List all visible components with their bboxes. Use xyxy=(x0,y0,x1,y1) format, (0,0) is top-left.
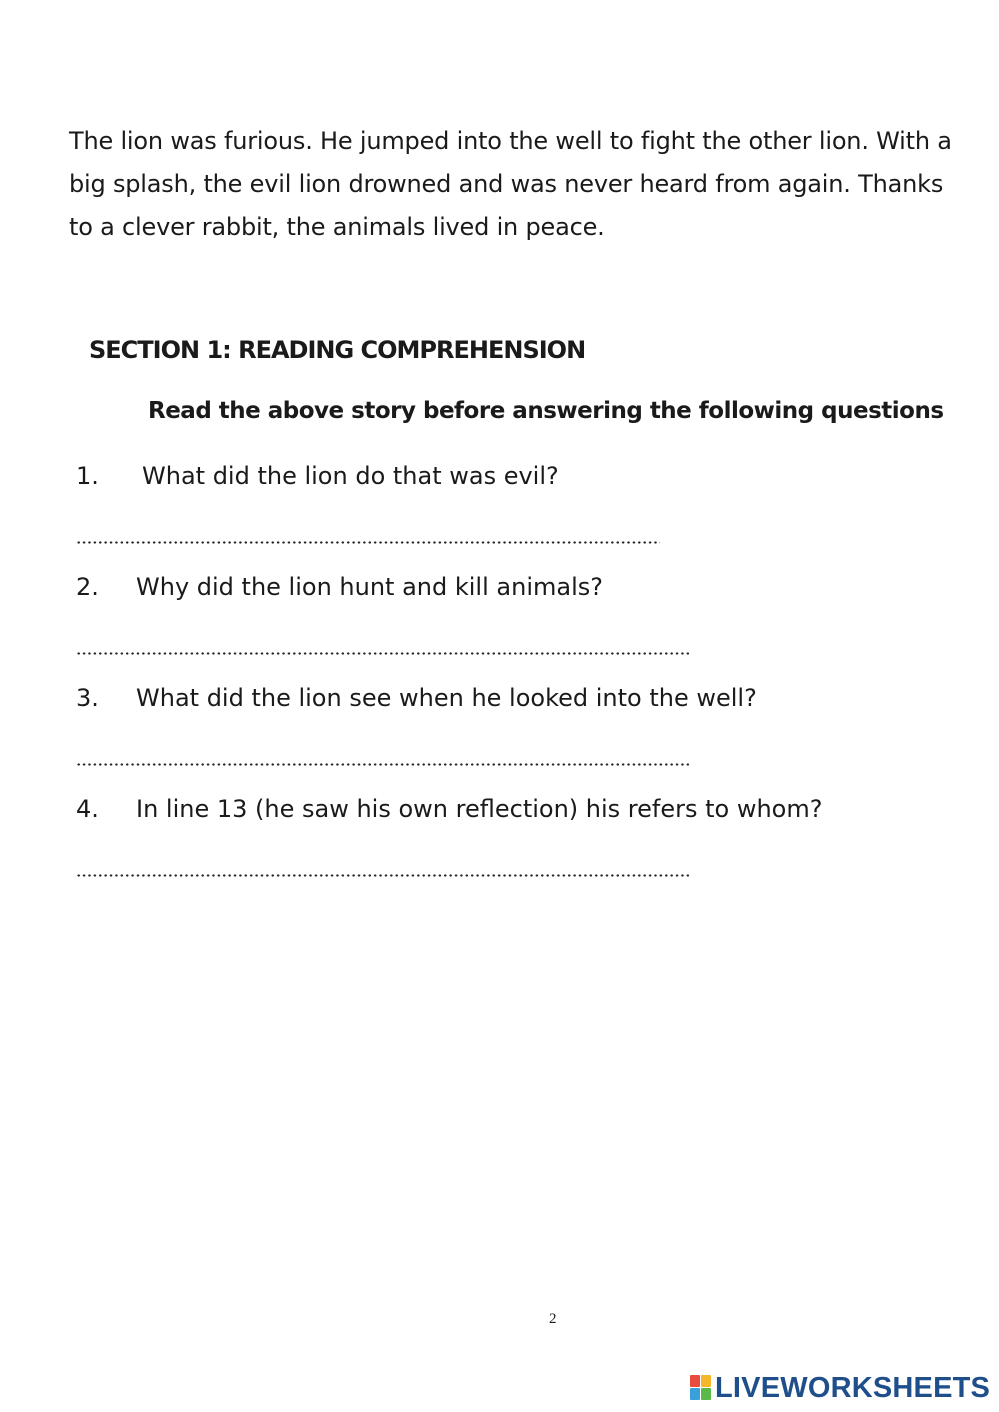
question-text: What did the lion do that was evil? xyxy=(142,462,559,490)
question-3 xyxy=(76,684,757,712)
question-number: 3. xyxy=(76,684,99,712)
question-number: 4. xyxy=(76,795,99,823)
answer-line-3[interactable] xyxy=(76,763,690,766)
answer-line-1[interactable] xyxy=(76,541,660,544)
section-title: SECTION 1: READING COMPREHENSION xyxy=(89,336,586,364)
logo-text: LIVEWORKSHEETS xyxy=(715,1371,991,1404)
question-text: In line 13 (he saw his own reflection) his refers to whom? xyxy=(136,795,823,823)
liveworksheets-logo xyxy=(690,1371,990,1405)
story-paragraph: The lion was furious. He jumped into the well to fight the other lion. With a big splash, the evil lion drowned and was never heard from again. Thanks to a clever rabbit, the animals lived in peace. xyxy=(69,127,952,241)
liveworksheets-logo-icon xyxy=(690,1375,712,1401)
answer-line-4[interactable] xyxy=(76,874,690,877)
question-text: Why did the lion hunt and kill animals? xyxy=(136,573,603,601)
page-number: 2 xyxy=(549,1311,557,1327)
question-1 xyxy=(76,462,559,490)
question-text: What did the lion see when he looked into the well? xyxy=(136,684,757,712)
section-instruction: Read the above story before answering the following questions xyxy=(148,398,944,424)
question-4 xyxy=(76,795,823,823)
question-2 xyxy=(76,573,603,601)
answer-line-2[interactable] xyxy=(76,652,690,655)
question-number: 2. xyxy=(76,573,99,601)
question-number: 1. xyxy=(76,462,99,490)
